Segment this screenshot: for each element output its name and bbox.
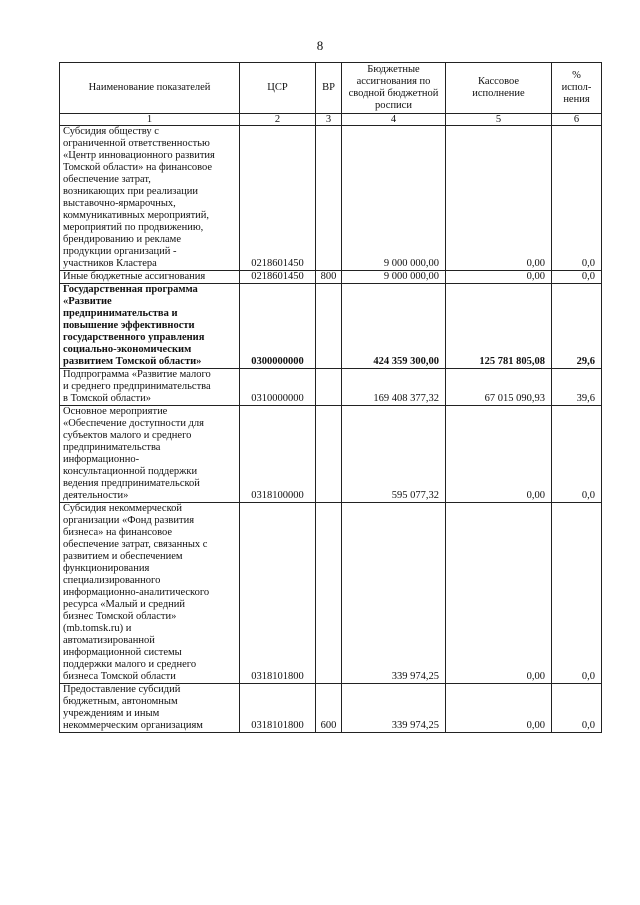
table-row: [60, 369, 602, 406]
header-csr: ЦСР: [240, 63, 316, 114]
indicator-name-line: повышение эффективности: [63, 320, 195, 331]
indicator-name-line: брендированию и рекламе: [63, 234, 181, 245]
header-budget-line: Бюджетные: [367, 64, 420, 75]
indicator-name: [60, 406, 240, 503]
vr-code: 800: [316, 271, 342, 284]
cash-amount: 0,00: [446, 503, 552, 684]
execution-percent: 39,6: [552, 369, 602, 406]
budget-amount: 169 408 377,32: [342, 369, 446, 406]
indicator-name-line: и среднего предпринимательства: [63, 381, 211, 392]
header-row: [60, 63, 602, 114]
indicator-name-line: (mb.tomsk.ru) и: [63, 623, 132, 634]
indicator-name-line: специализированного: [63, 575, 161, 586]
table-body: [60, 126, 602, 733]
csr-code: 0218601450: [240, 126, 316, 271]
table-row: [60, 271, 602, 284]
column-number: 6: [552, 114, 602, 126]
header-pct-line: %: [572, 70, 581, 81]
indicator-name-line: функционирования: [63, 563, 150, 574]
header-cash: [446, 63, 552, 114]
indicator-name-line: Подпрограмма «Развитие малого: [63, 369, 211, 380]
indicator-name-line: субъектов малого и среднего: [63, 430, 192, 441]
header-budget-line: ассигнования по: [356, 76, 431, 87]
indicator-name-line: развитием и обеспечением: [63, 551, 183, 562]
indicator-name-line: бюджетным, автономным: [63, 696, 178, 707]
column-number: 4: [342, 114, 446, 126]
cash-amount: 67 015 090,93: [446, 369, 552, 406]
indicator-name: [60, 503, 240, 684]
indicator-name-line: бизнес Томской области»: [63, 611, 177, 622]
indicator-name-line: ведения предпринимательской: [63, 478, 200, 489]
table-row: [60, 684, 602, 733]
csr-code: 0300000000: [240, 284, 316, 369]
indicator-name-line: государственного управления: [63, 332, 205, 343]
indicator-name-line: поддержки малого и среднего: [63, 659, 197, 670]
indicator-name: [60, 271, 240, 284]
indicator-name: [60, 284, 240, 369]
indicator-name-line: предпринимательства и: [63, 308, 178, 319]
csr-code: 0318101800: [240, 503, 316, 684]
header-budget: [342, 63, 446, 114]
indicator-name-line: информационной системы: [63, 647, 182, 658]
column-number: 5: [446, 114, 552, 126]
indicator-name-line: продукции организаций -: [63, 246, 177, 257]
indicator-name-line: «Развитие: [63, 296, 112, 307]
indicator-name-line: выставочно-ярмарочных,: [63, 198, 176, 209]
indicator-name-line: организации «Фонд развития: [63, 515, 195, 526]
indicator-name-line: мероприятий по продвижению,: [63, 222, 204, 233]
header-vr: ВР: [316, 63, 342, 114]
indicator-name-line: ресурса «Малый и средний: [63, 599, 186, 610]
indicator-name-line: социально-экономическим: [63, 344, 192, 355]
budget-amount: 339 974,25: [342, 503, 446, 684]
header-pct-line: нения: [563, 94, 590, 105]
indicator-name-line: бизнеса Томской области: [63, 671, 176, 682]
vr-code: [316, 126, 342, 271]
column-number: 1: [60, 114, 240, 126]
indicator-name-line: коммуникативных мероприятий,: [63, 210, 210, 221]
vr-code: [316, 369, 342, 406]
header-cash-line: исполнение: [472, 88, 525, 99]
execution-percent: 0,0: [552, 271, 602, 284]
indicator-name-line: Субсидия некоммерческой: [63, 503, 183, 514]
header-name: Наименование показателей: [60, 63, 240, 114]
table-row: [60, 284, 602, 369]
column-number: 3: [316, 114, 342, 126]
vr-code: 600: [316, 684, 342, 733]
vr-code: [316, 406, 342, 503]
cash-amount: 0,00: [446, 406, 552, 503]
indicator-name-line: Субсидия обществу с: [63, 126, 159, 137]
indicator-name-line: «Центр инновационного развития: [63, 150, 215, 161]
budget-execution-table: [59, 62, 602, 733]
header-budget-line: сводной бюджетной: [348, 88, 439, 99]
indicator-name-line: «Обеспечение доступности для: [63, 418, 204, 429]
table-row: [60, 503, 602, 684]
indicator-name-line: развитием Томской области»: [63, 356, 202, 367]
indicator-name-line: Основное мероприятие: [63, 406, 168, 417]
execution-percent: 0,0: [552, 406, 602, 503]
indicator-name-line: Иные бюджетные ассигнования: [63, 271, 206, 282]
indicator-name-line: Предоставление субсидий: [63, 684, 181, 695]
csr-code: 0218601450: [240, 271, 316, 284]
indicator-name-line: предпринимательства: [63, 442, 161, 453]
column-number: 2: [240, 114, 316, 126]
vr-code: [316, 503, 342, 684]
budget-amount: 339 974,25: [342, 684, 446, 733]
cash-amount: 0,00: [446, 684, 552, 733]
indicator-name: [60, 369, 240, 406]
page-number: 8: [316, 38, 324, 53]
csr-code: 0318100000: [240, 406, 316, 503]
execution-percent: 0,0: [552, 126, 602, 271]
cash-amount: 0,00: [446, 126, 552, 271]
indicator-name: [60, 684, 240, 733]
execution-percent: 0,0: [552, 503, 602, 684]
indicator-name-line: ограниченной ответственностью: [63, 138, 210, 149]
table-row: [60, 126, 602, 271]
indicator-name-line: участников Кластера: [63, 258, 157, 269]
indicator-name-line: обеспечение затрат,: [63, 174, 151, 185]
vr-code: [316, 284, 342, 369]
budget-amount: 595 077,32: [342, 406, 446, 503]
header-pct-line: испол-: [561, 82, 592, 93]
indicator-name-line: информационно-: [63, 454, 140, 465]
cash-amount: 125 781 805,08: [446, 284, 552, 369]
indicator-name-line: информационно-аналитического: [63, 587, 210, 598]
indicator-name-line: автоматизированной: [63, 635, 155, 646]
indicator-name-line: в Томской области»: [63, 393, 151, 404]
indicator-name-line: Томской области» на финансовое: [63, 162, 213, 173]
column-number-row: [60, 114, 602, 126]
header-cash-line: Кассовое: [477, 76, 520, 87]
indicator-name-line: консультационной поддержки: [63, 466, 198, 477]
header-pct: [552, 63, 602, 114]
indicator-name-line: Государственная программа: [63, 284, 198, 295]
indicator-name-line: деятельности»: [63, 490, 129, 501]
indicator-name-line: бизнеса» на финансовое: [63, 527, 173, 538]
indicator-name: [60, 126, 240, 271]
csr-code: 0310000000: [240, 369, 316, 406]
indicator-name-line: учреждениям и иным: [63, 708, 160, 719]
budget-amount: 9 000 000,00: [342, 271, 446, 284]
header-budget-line: росписи: [375, 100, 412, 111]
execution-percent: 0,0: [552, 684, 602, 733]
indicator-name-line: некоммерческим организациям: [63, 720, 203, 731]
indicator-name-line: возникающих при реализации: [63, 186, 198, 197]
budget-amount: 9 000 000,00: [342, 126, 446, 271]
csr-code: 0318101800: [240, 684, 316, 733]
cash-amount: 0,00: [446, 271, 552, 284]
execution-percent: 29,6: [552, 284, 602, 369]
table-row: [60, 406, 602, 503]
indicator-name-line: обеспечение затрат, связанных с: [63, 539, 208, 550]
budget-amount: 424 359 300,00: [342, 284, 446, 369]
